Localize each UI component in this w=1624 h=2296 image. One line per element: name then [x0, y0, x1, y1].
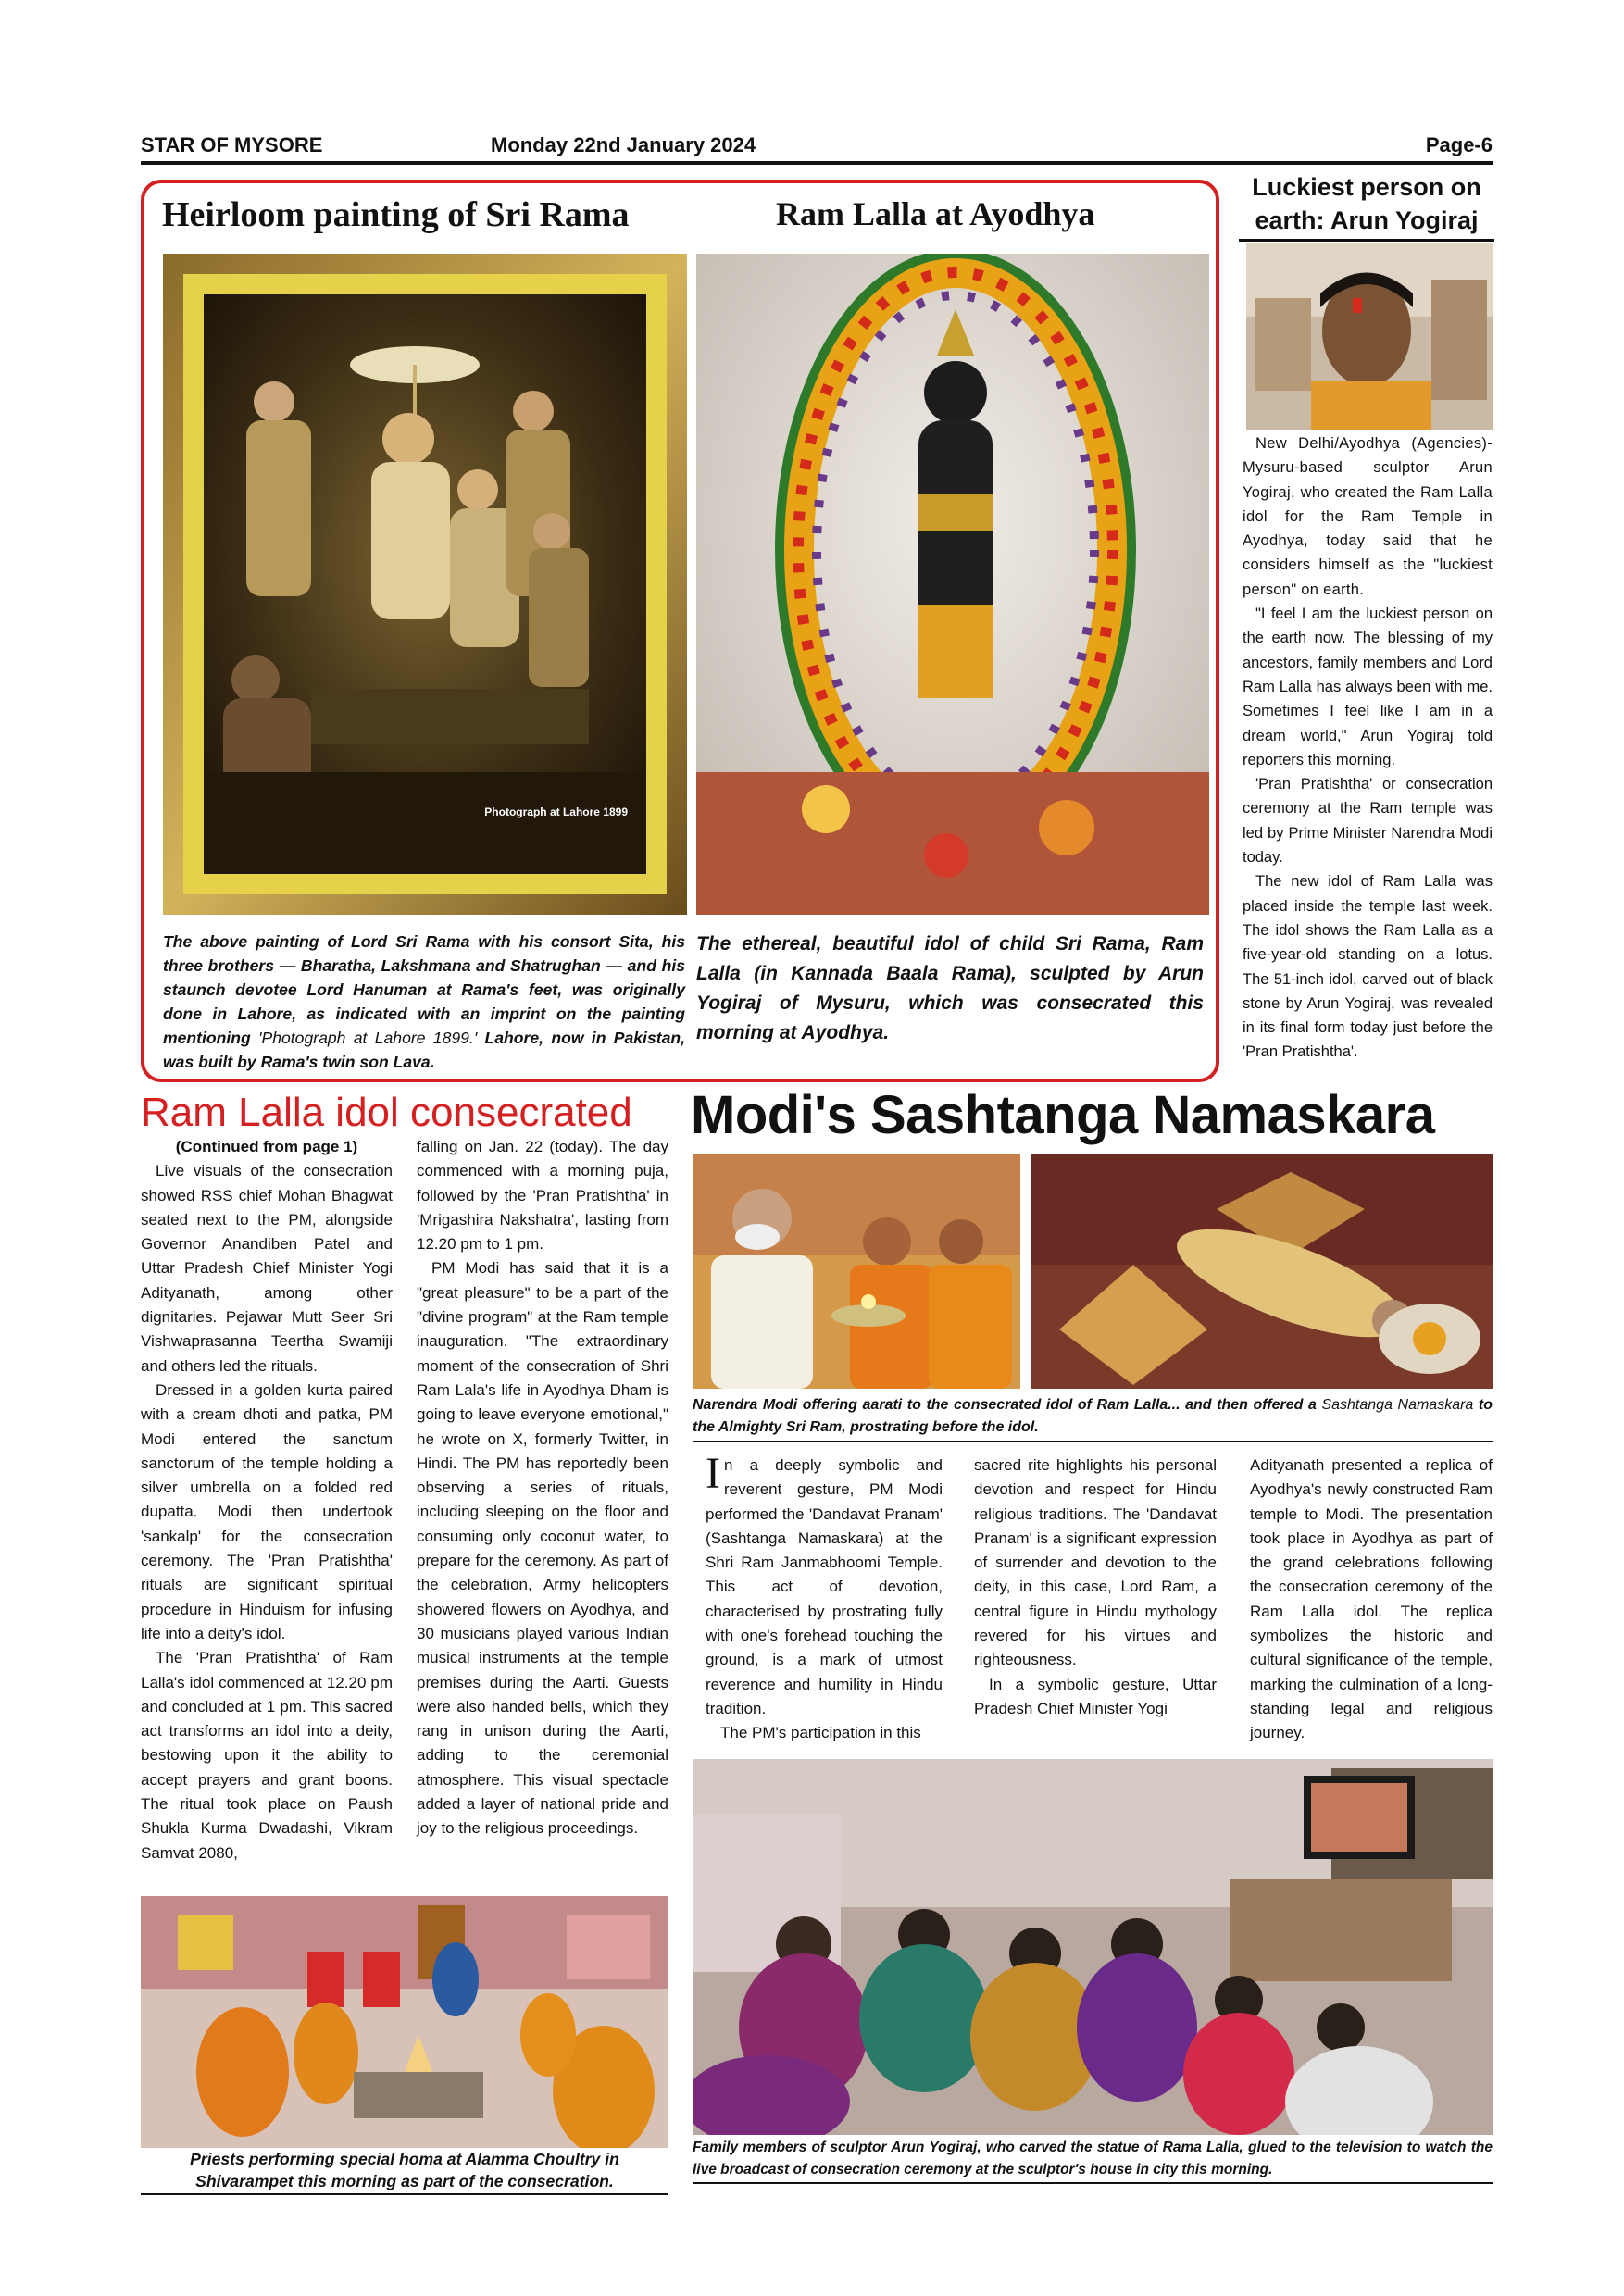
- article-paragraph: Live visuals of the consecration showed RSS chief Mohan Bhagwat seated next to the PM, alongside Governor Anandiben Patel and Uttar Pradesh Chief Minister Yogi Adityanath, among other dignitaries. Pejawar Mutt Seer Sri Vishwaprasanna Teertha Swamiji and others led the rituals.: [141, 1162, 393, 1375]
- modi-column-1: [706, 1449, 943, 1746]
- modi-column-3: [1250, 1454, 1493, 1746]
- modi-caption-part-c: to the Almighty Sri Ram, prostrating before the idol.: [693, 1397, 1493, 1435]
- drop-cap: I: [706, 1449, 720, 1498]
- page-number: Page-6: [1425, 133, 1493, 156]
- consecrated-column-1: [141, 1135, 393, 1866]
- heirloom-caption-part-b: Lahore, now in Pakistan, was built by Rama's twin son Lava.: [163, 1029, 686, 1071]
- sidebar-paragraph: The new idol of Ram Lalla was placed inside the temple last week. The idol shows the Ram Lalla as a five-year-old standing on a lotus. The 51-inch idol, carved out of black stone by Arun Yogiraj, was revealed in its final form today just before the 'Pran Pratishtha'.: [1243, 873, 1493, 1061]
- sidebar-title-line1: Luckiest person on: [1252, 173, 1481, 201]
- heirloom-title: Heirloom painting of Sri Rama: [162, 195, 630, 234]
- ramlalla-caption: The ethereal, beautiful idol of child Sri Rama, Ram Lalla (in Kannada Baala Rama), sculpted by Arun Yogiraj of Mysuru, which was consecrated this morning at Ayodhya.: [696, 933, 1204, 1043]
- sidebar-paragraph: 'Pran Pratishtha' or consecration ceremony at the Ram temple was led by Prime Minister Narendra Modi today.: [1243, 776, 1493, 867]
- article-paragraph: [706, 1449, 943, 1721]
- article-paragraph: falling on Jan. 22 (today). The day commenced with a morning puja, followed by the 'Pran Pratishtha' in 'Mrigashira Nakshatra', lasting from 12.20 pm to 1 pm.: [417, 1138, 668, 1254]
- heirloom-caption: [163, 930, 685, 1074]
- modi-photo-caption: [693, 1394, 1493, 1439]
- consecrated-column-2: [417, 1135, 668, 1841]
- family-caption: Family members of sculptor Arun Yogiraj, who carved the statue of Rama Lalla, glued to the television to watch the live broadcast of consecration ceremony at the sculptor's house in city this morning.: [693, 2140, 1493, 2177]
- modi-column-2: [974, 1454, 1217, 1721]
- article-paragraph: PM Modi has said that it is a "great pleasure" to be a part of the "divine program" at the Ram temple inauguration. "The extraordinary moment of the consecration of Shri Ram Lala's life in Ayodhya Dham is going to leave everyone emotional," he wrote on X, formerly Twitter, in Hindi. The PM has reportedly been observing a series of rituals, including sleeping on the floor and consuming only coconut water, to prepare for the ceremony. As part of the celebration, Army helicopters showered flowers on Ayodhya, and 30 musicians played various Indian musical instruments at the temple premises during the Aarti. Guests were also handed bells, which they rang in unison during the Aarti, adding to the ceremonial atmosphere. This visual spectacle added a layer of national pride and joy to the religious proceedings.: [417, 1259, 668, 1838]
- heirloom-photo-label: Photograph at Lahore 1899: [484, 805, 628, 818]
- modi-prostrating-photo: [1031, 1154, 1493, 1389]
- family-watching-tv-photo: [693, 1759, 1493, 2135]
- modi-headline: Modi's Sashtanga Namaskara: [691, 1085, 1435, 1145]
- heirloom-caption-quote: 'Photograph at Lahore 1899.': [258, 1029, 478, 1047]
- modi-caption-rule: [693, 1441, 1493, 1442]
- priests-caption-rule: [141, 2193, 668, 2195]
- ramlalla-title: Ram Lalla at Ayodhya: [776, 195, 1095, 232]
- paper-name: STAR OF MYSORE: [141, 133, 323, 156]
- masthead-strip: [141, 130, 1493, 165]
- article-paragraph: Adityanath presented a replica of Ayodhya's newly constructed Ram temple to Modi. The presentation took place in Ayodhya as part of the grand celebrations following the consecration ceremony of the Ram Lalla idol. The replica symbolizes the historic and cultural significance of the temple, marking the culmination of a long-standing legal and religious journey.: [1250, 1456, 1493, 1742]
- heirloom-painting-photo: [163, 254, 687, 915]
- ram-lalla-idol-photo: [696, 254, 1209, 915]
- consecrated-headline: Ram Lalla idol consecrated: [141, 1090, 632, 1135]
- priests-homa-photo: [141, 1896, 668, 2148]
- sidebar-body: [1243, 431, 1493, 1065]
- sidebar-paragraph: "I feel I am the luckiest person on the earth now. The blessing of my ancestors, family members and Lord Ram Lalla has always been with me. Sometimes I feel like I am in a dream world," Arun Yogiraj told reporters this morning.: [1243, 605, 1493, 768]
- arun-yogiraj-photo: [1246, 243, 1493, 430]
- sidebar-title: [1239, 170, 1494, 237]
- sidebar-title-line2: earth: Arun Yogiraj: [1255, 206, 1479, 234]
- sidebar-rule: [1239, 239, 1494, 242]
- article-paragraph: In a symbolic gesture, Uttar Pradesh Chief Minister Yogi: [974, 1675, 1217, 1717]
- modi-caption-part-a: Narendra Modi offering aarati to the consecrated idol of Ram Lalla... and then offered a: [693, 1397, 1322, 1413]
- heirloom-caption-part-a: The above painting of Lord Sri Rama with his consort Sita, his three brothers — Bharatha, Lakshmana and Shatrughan — and his staunch devotee Lord Hanuman at Rama's feet, was originally done in Lahore, as indicated with an imprint on the painting mentioning: [163, 932, 685, 1047]
- modi-aarati-photo: [693, 1154, 1020, 1389]
- article-paragraph: Dressed in a golden kurta paired with a cream dhoti and patka, PM Modi entered the sanctum sanctorum of the temple holding a silver umbrella on a folded red dupatta. Modi then undertook 'sankalp' for the consecration ceremony. The 'Pran Pratishtha' rituals are significant spiritual procedure in Hinduism for infusing life into a deity's idol.: [141, 1380, 393, 1642]
- priests-caption: Priests performing special homa at Alamma Choultry in Shivarampet this morning as part of the consecration.: [190, 2150, 619, 2190]
- article-paragraph: The 'Pran Pratishtha' of Ram Lalla's idol commenced at 12.20 pm and concluded at 1 pm. This sacred act transforms an idol into a deity, bestowing upon it the ability to accept prayers and grant boons. The ritual took place on Paush Shukla Kurma Dwadashi, Vikram Samvat 2080,: [141, 1649, 393, 1862]
- article-paragraph: sacred rite highlights his personal devotion and respect for Hindu religious traditions. The 'Dandavat Pranam' is a significant expression of surrender and devotion to the deity, in this case, Lord Ram, a central figure in Hindu mythology revered for his virtues and righteousness.: [974, 1456, 1217, 1669]
- sidebar-paragraph: New Delhi/Ayodhya (Agencies)- Mysuru-based sculptor Arun Yogiraj, who created the Ram Lalla idol for the Ram Temple in Ayodhya, today said that he considers himself as the "luckiest person" on earth.: [1243, 435, 1493, 598]
- issue-date: Monday 22nd January 2024: [491, 133, 756, 156]
- continued-note: (Continued from page 1): [175, 1138, 358, 1155]
- modi-caption-part-b: Sashtanga Namaskara: [1321, 1397, 1474, 1413]
- article-paragraph-text: n a deeply symbolic and reverent gesture, PM Modi performed the 'Dandavat Pranam' (Sashtanga Namaskara) at the Shri Ram Janmabhoomi Temple. This act of devotion, characterised by prostrating fully with one's forehead touching the ground, is a mark of utmost reverence and humility in Hindu tradition.: [706, 1456, 943, 1717]
- article-paragraph: The PM's participation in this: [720, 1724, 921, 1742]
- family-caption-rule: [693, 2182, 1493, 2184]
